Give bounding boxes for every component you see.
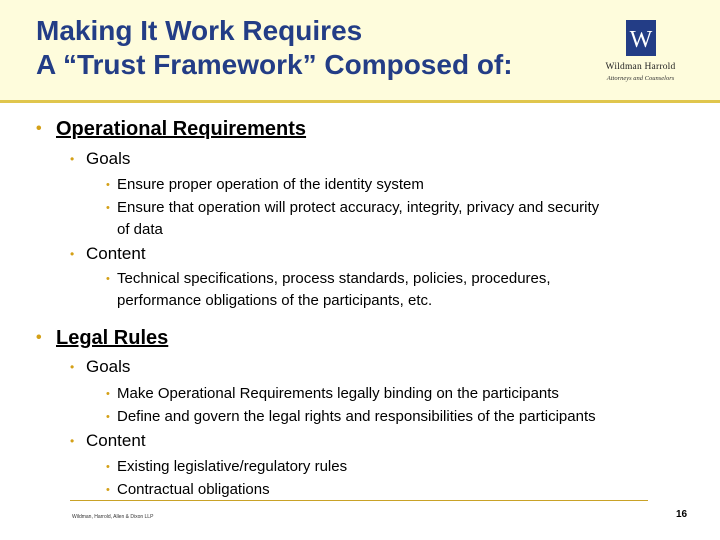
bullet-icon: • — [70, 152, 75, 166]
bullet-icon: • — [106, 461, 110, 473]
list-item: • Define and govern the legal rights and responsibilities of the participants — [117, 406, 596, 428]
bullet-icon: • — [70, 434, 75, 448]
section-heading-text: Operational Requirements — [56, 118, 307, 140]
list-item: • Make Operational Requirements legally binding on the participants — [117, 383, 559, 405]
bullet-icon: • — [106, 273, 110, 285]
firm-logo — [593, 20, 688, 96]
logo-firm-name: Wildman Harrold — [605, 62, 676, 72]
bullet-icon: • — [36, 329, 42, 346]
bullet-icon: • — [106, 411, 110, 423]
subheading-text: Goals — [86, 149, 131, 168]
subheading-text: Content — [86, 244, 146, 263]
footer-divider — [70, 500, 648, 501]
page-number: 16 — [676, 509, 688, 520]
slide-title-line-1: Making It Work Requires — [36, 15, 363, 46]
bullet-icon: • — [106, 179, 110, 191]
list-item: • Ensure proper operation of the identity system — [117, 174, 424, 196]
list-item: • Contractual obligations — [117, 479, 270, 501]
slide-title-line-2: A “Trust Framework” Composed of: — [36, 49, 513, 80]
slide-title — [36, 14, 513, 82]
list-item-continuation: performance obligations of the participants, etc. — [117, 292, 433, 309]
subheading-content — [70, 244, 146, 264]
list-item: • Existing legislative/regulatory rules — [117, 456, 347, 478]
bullet-icon: • — [106, 484, 110, 496]
list-item: • Ensure that operation will protect accuracy, integrity, privacy and security — [117, 197, 599, 219]
bullet-icon: • — [70, 360, 75, 374]
list-item: • Technical specifications, process standards, policies, procedures, — [117, 268, 551, 290]
section-heading-text: Legal Rules — [56, 327, 169, 349]
bullet-icon: • — [36, 120, 42, 137]
subheading-goals — [70, 357, 131, 377]
footer-firm-name: Wildman, Harrold, Allen & Dixon LLP — [72, 514, 154, 520]
slide-header — [0, 0, 720, 103]
bullet-icon: • — [106, 388, 110, 400]
logo-tagline: Attorneys and Counselors — [606, 75, 675, 82]
bullet-icon: • — [70, 247, 75, 261]
subheading-content — [70, 431, 146, 451]
bullet-icon: • — [106, 202, 110, 214]
list-item-continuation: of data — [117, 221, 163, 238]
section-heading-legal — [36, 327, 169, 350]
subheading-goals — [70, 149, 131, 169]
section-heading-operational — [36, 118, 307, 141]
logo-mark-icon — [626, 20, 656, 56]
subheading-text: Goals — [86, 357, 131, 376]
logo-mark-letter: W — [629, 27, 653, 53]
subheading-text: Content — [86, 431, 146, 450]
